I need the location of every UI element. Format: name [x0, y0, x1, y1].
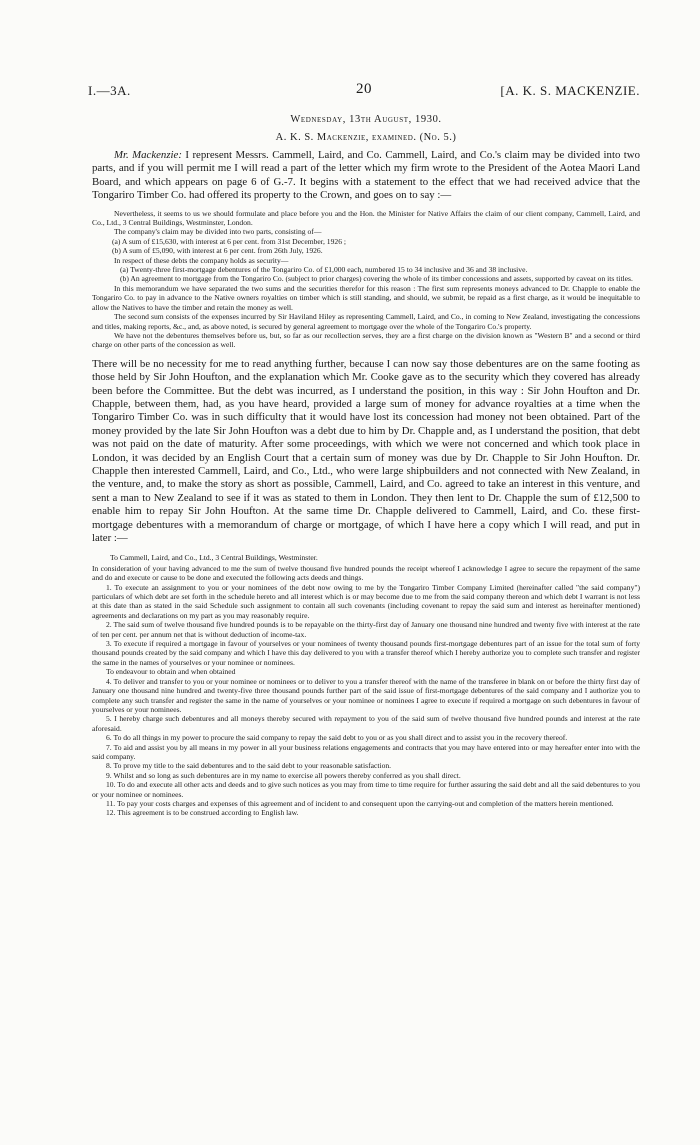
letter-extract	[92, 209, 640, 350]
memorandum-clause: 11. To pay your costs charges and expenses of this agreement and of incident to and consequent upon the carrying-out and completion of the matters herein mentioned.	[106, 798, 614, 808]
report-code: I.—3A.	[88, 83, 131, 98]
speaker-name: Mr. Mackenzie:	[114, 149, 182, 161]
page-header	[88, 83, 640, 101]
witness-heading: A. K. S. Mackenzie, examined. (No. 5.)	[275, 132, 457, 143]
memorandum-clause: 7. To aid and assist you by all means in my power in all your business relations engagements and contracts that you may have entered into or may hereafter enter into with the said company.	[92, 742, 640, 761]
opening-text: I represent Messrs. Cammell, Laird, and Co. Cammell, Laird, and Co.'s claim may be divided into two parts, and if you will permit me I will read a part of the letter which my firm wrote to the President of the Aotea Maori Land Board, and which appears on page 6 of G.-7. It begins with a statement to the effect that we had received advice that the Tongariro Timber Co. had offered its property to the Crown, and goes on to say :—	[92, 149, 641, 202]
memorandum-clause: 5. I hereby charge such debentures and all moneys thereby secured with repayment to you of the said sum of twelve thousand five hundred pounds and interest at the rate aforesaid.	[92, 714, 640, 733]
memorandum-clause: 3. To execute if required a mortgage in favour of yourselves or your nominees of twenty thousand pounds first-mortgage debentures part of an issue for the total sum of forty thousand pounds created by the said company and which I have this day delivered to you with a transfer thereof which I hereby authorize you to complete such transfer and register the same in the names of yourselves or your nominee or nominees.	[92, 639, 640, 667]
quote-item: (b) A sum of £5,090, with interest at 6 per cent. from 26th July, 1926.	[112, 246, 323, 256]
memorandum-intro: In consideration of your having advanced to me the sum of twelve thousand five hundred pounds the receipt whereof I acknowledge I agree to secure the repayment of the same and do and execute or cause to be done and executed the following acts deeds and things.	[92, 563, 640, 583]
quote-item: (a) A sum of £15,630, with interest at 6 per cent. from 31st December, 1926 ;	[112, 236, 346, 246]
memorandum-of-charge	[92, 553, 640, 817]
memorandum-address: To Cammell, Laird, and Co., Ltd., 3 Central Buildings, Westminster.	[110, 553, 318, 563]
quote-paragraph: Nevertheless, it seems to us we should formulate and place before you and the Hon. the Minister for Native Affairs the claim of our client company, Cammell, Laird, and Co., Ltd., 3 Central Buildings, Westminster, London.	[92, 208, 640, 228]
quote-item: (b) An agreement to mortgage from the Tongariro Co. (subject to prior charges) covering the whole of its timber concessions and assets, supported by caveat on its titles.	[120, 274, 633, 284]
main-paragraph: There will be no necessity for me to read anything further, because I can now say those debentures are on the same footing as those held by Sir John Houfton, and the explanation which Mr. Cooke gave as to the security which they covered has already been before the Committee. But the debt was incurred, as I understand the position, in this way : Sir John Houfton and Dr. Chapple, between them, had, as you have heard, provided a large sum of money for advance royalties at a time when the Tongariro Timber Co. was in such difficulty that it would have lost its concession had money not been obtained. Part of the money provided by the late Sir John Houfton was a debt due to him by Dr. Chapple and, as I understand the position, that debt was not paid on the date of maturity. After some proceedings, with which we were not concerned and which took place in London, it was decided by an English Court that a certain sum of money was due by Dr. Chapple to Sir John Houfton. Dr. Chapple then interested Cammell, Laird, and Co., Ltd., who were large shipbuilders and not connected with New Zealand, in the venture, and, to make the story as short as possible, Cammell, Laird, and Co. agreed to take an interest in this venture, and sent a man to New Zealand to see if it was as stated to them in London. They then lent to Dr. Chapple the sum of £12,500 to enable him to repay Sir John Houfton. At the same time Dr. Chapple delivered to Cammell, Laird, and Co. these first-mortgage debentures with a memorandum of charge or mortgage, of which I have here a copy which I will read, and put in later :—	[92, 357, 640, 544]
date-heading: Wednesday, 13th August, 1930.	[290, 114, 442, 125]
page-body	[92, 114, 640, 818]
memorandum-clause: 1. To execute an assignment to you or your nominees of the debt now owing to me by the Tongariro Timber Company Limited (hereinafter called "the said company") particulars of which debt are set forth in the schedule hereto and all interest which is or may become due to me from the said company thereon and which debt I warrant is not less at this date than as stated in the said Schedule such assignment to contain all such covenants (including covenant to repay the said sum and interest as hereinafter mentioned) agreements and declarations on my part as you may reasonably require.	[92, 582, 640, 620]
quote-paragraph: The company's claim may be divided into two parts, consisting of—	[114, 227, 322, 237]
quote-paragraph: In this memorandum we have separated the two sums and the securities therefor for this reason : The first sum represents moneys advanced to Dr. Chapple to enable the Tongariro Co. to pay in advance to the Native owners royalties on timber which is still standing, and should, we submit, be repaid as a first charge, as it would be inequitable to allow the Natives to have the timber and retain the money as well.	[92, 283, 640, 312]
memorandum-clause: 10. To do and execute all other acts and deeds and to give such notices as you may from time to time require for further assuring the said debt and all the said debentures to you or your nominee or nominees.	[92, 780, 640, 799]
memorandum-clause: 6. To do all things in my power to procure the said company to repay the said debt to you or as you shall direct and to assist you in the recovery thereof.	[106, 733, 568, 743]
memorandum-clause: 9. Whilst and so long as such debentures are in my name to exercise all powers thereby conferred as you shall direct.	[106, 770, 461, 780]
memorandum-clause: To endeavour to obtain and when obtained	[106, 667, 236, 677]
quote-paragraph: In respect of these debts the company holds as security—	[114, 255, 289, 265]
quote-paragraph: The second sum consists of the expenses incurred by Sir Haviland Hiley as representing Cammell, Laird, and Co., in coming to New Zealand, investigating the concessions and titles, making reports, &c., and, as above noted, is secured by general agreement to mortgage over the whole of the Tongariro Co.'s property.	[92, 312, 640, 331]
opening-paragraph	[92, 149, 640, 203]
quote-item: (a) Twenty-three first-mortgage debentures of the Tongariro Co. of £1,000 each, numbered 15 to 34 inclusive and 36 and 38 inclusive.	[120, 265, 528, 275]
quote-paragraph: We have not the debentures themselves before us, but, so far as our recollection serves, they are a first charge on the division known as "Western B" and a second or third charge on other parts of the concession as well.	[92, 330, 640, 350]
memorandum-clause: 4. To deliver and transfer to you or your nominee or nominees or to deliver to you a transfer thereof with the name of the transferee in blank on or before the thirty first day of January one thousand nine hundred and twenty-five three thousand pounds further part of the said issue of first-mortgage debentures of the said company and I authorize you to complete any such transfer and register the same in the name of yourselves or your nominee or nominees I agree to execute if required a mortgage on such debentures in favour of yourselves or your nominees.	[92, 676, 640, 714]
page-number: 20	[356, 81, 372, 97]
running-head: [A. K. S. MACKENZIE.	[500, 83, 640, 98]
memorandum-clause: 2. The said sum of twelve thousand five hundred pounds is to be repayable on the thirty-first day of January one thousand nine hundred and twenty five with interest at the rate of ten per cent. per annum net that is without deduction of income-tax.	[92, 620, 640, 639]
memorandum-clause: 8. To prove my title to the said debentures and to the said debt to your reasonable satisfaction.	[106, 761, 392, 771]
memorandum-clause: 12. This agreement is to be construed according to English law.	[106, 808, 299, 818]
